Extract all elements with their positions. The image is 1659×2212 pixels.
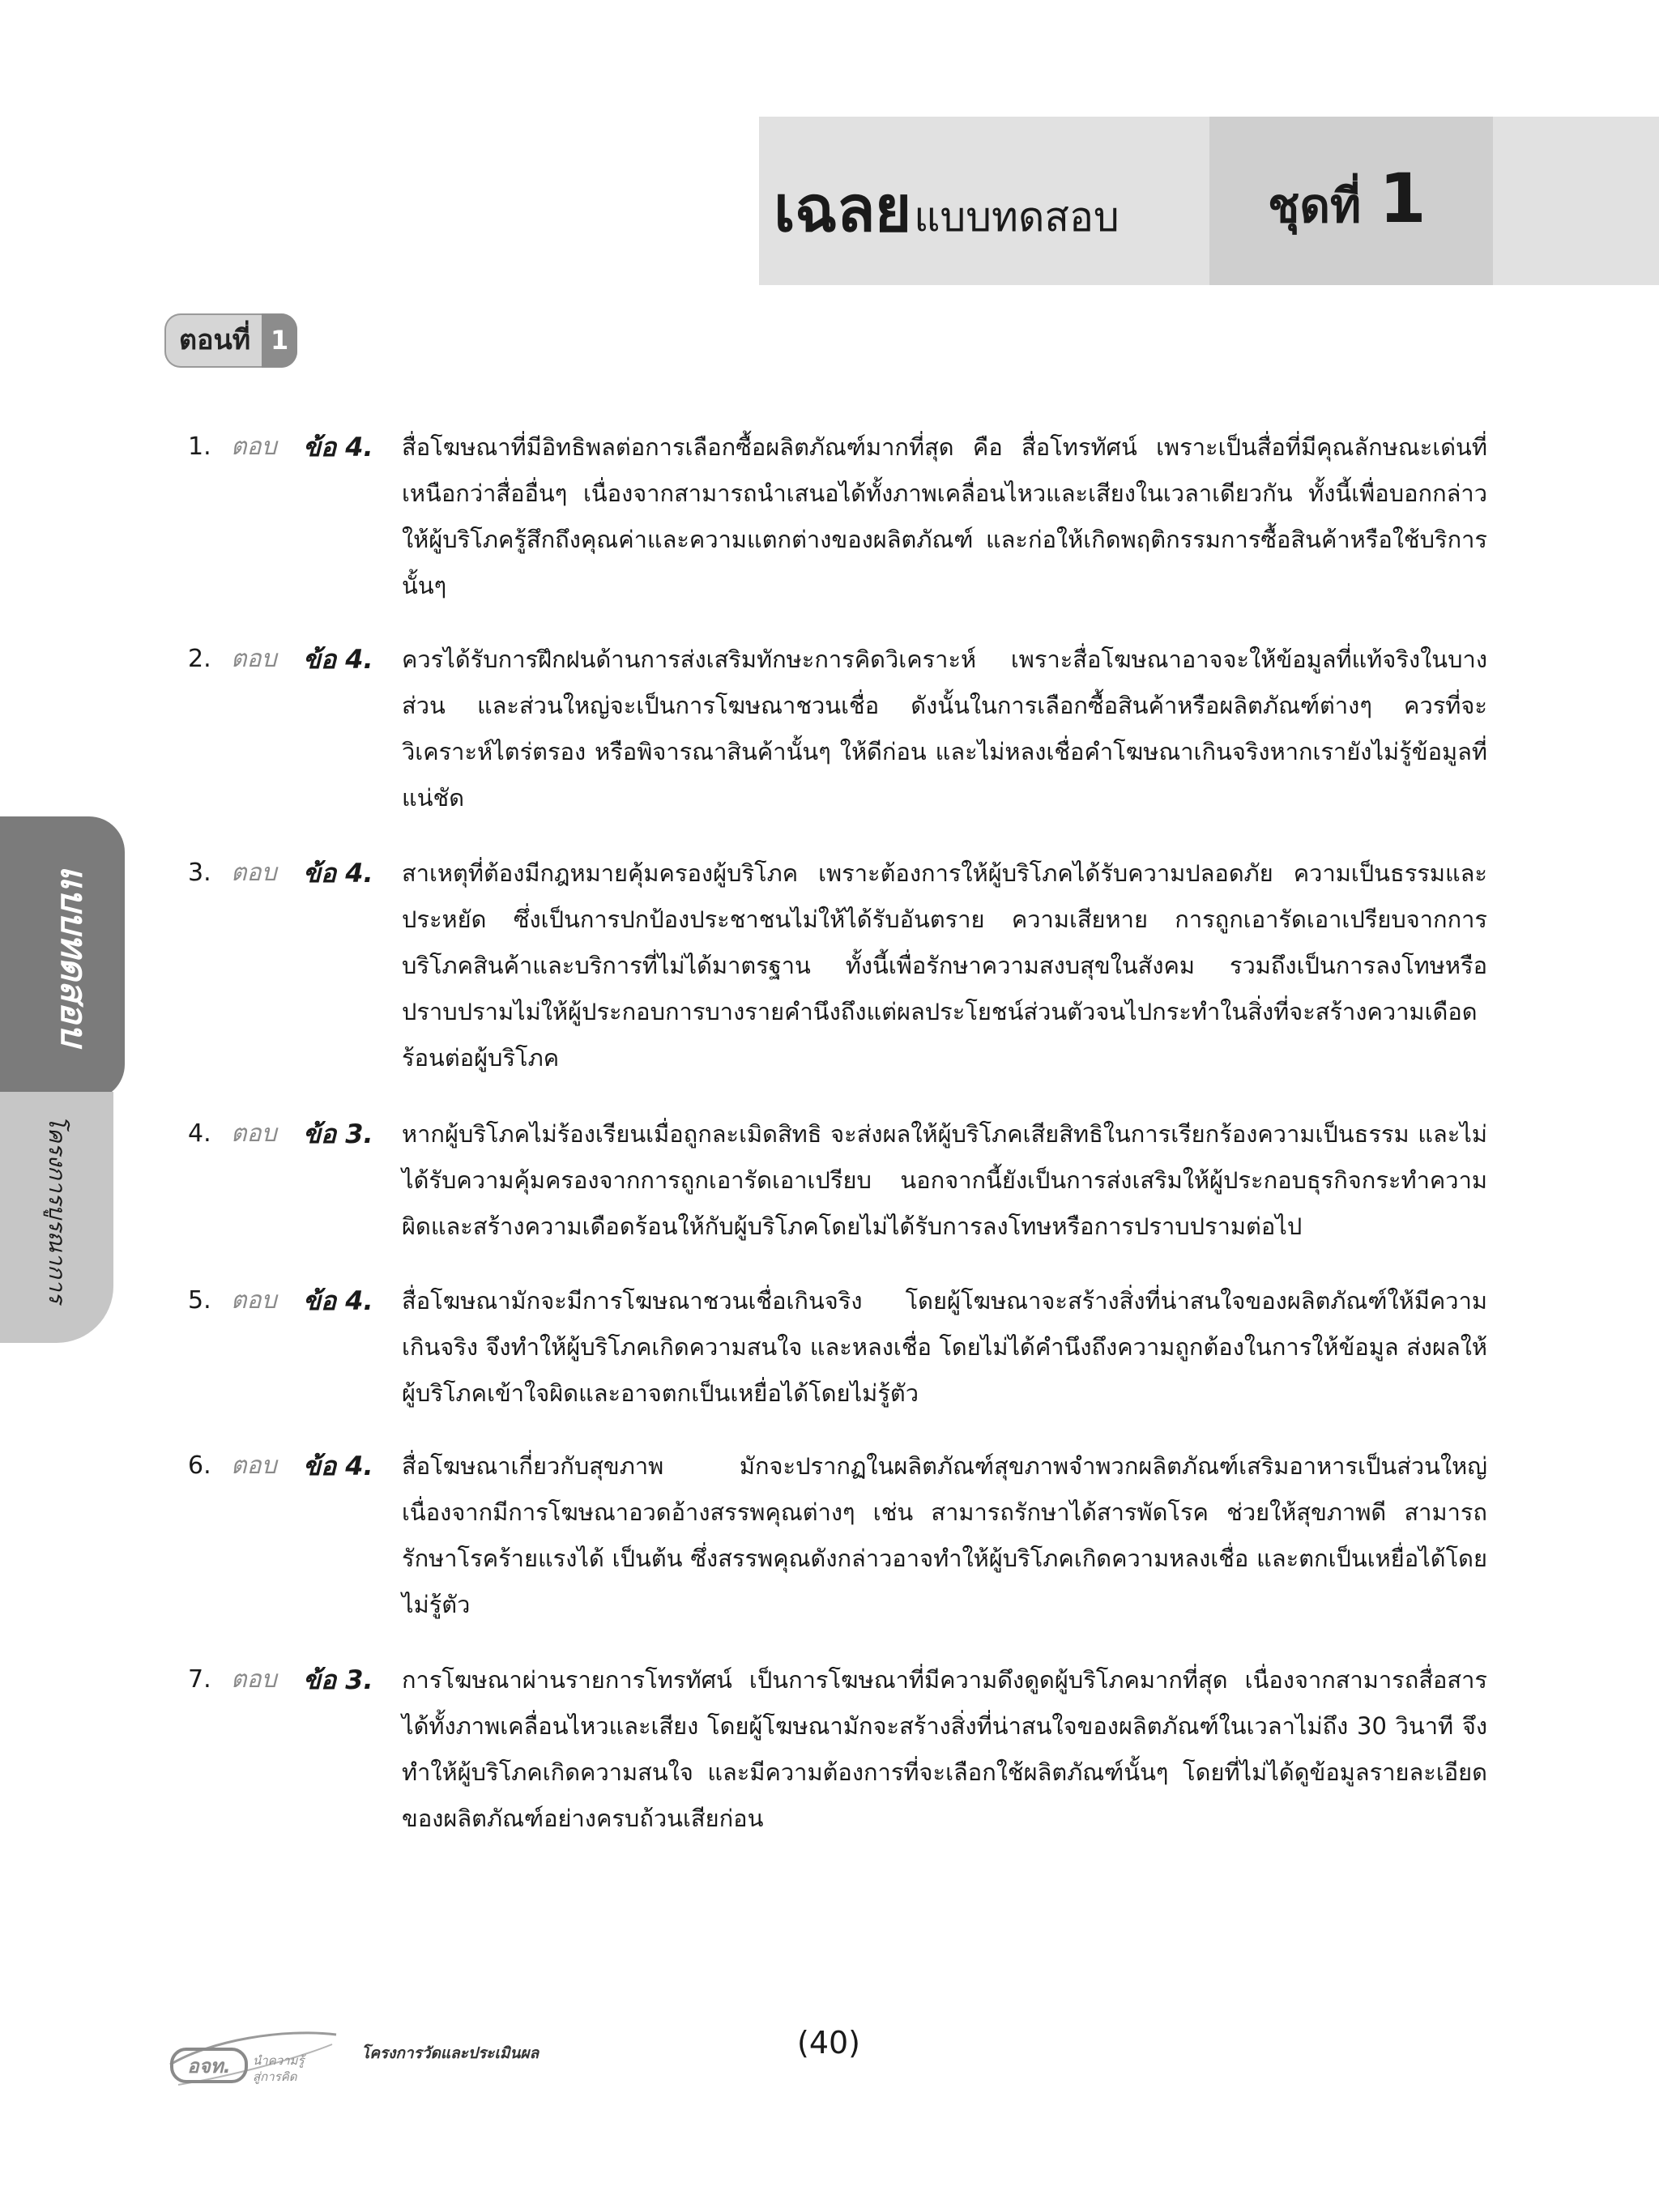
answer-explanation: สาเหตุที่ต้องมีกฎหมายคุ้มครองผู้บริโภค เพราะต้องการให้ผู้บริโภคได้รับความปลอดภัย ความเป็นธรรมและประหยัด ซึ่งเป็นการปกป้องประชาชนไม่ให้ได้รับอันตราย ความเสียหาย การถูกเอารัดเอาเปรียบจากการบริโภคสินค้าและบริการที่ไม่ได้มาตรฐาน ทั้งนี้เพื่อรักษาความสงบสุขในสังคม รวมถึงเป็นการลงโทษหรือปราบปรามไม่ให้ผู้ประกอบการบางรายคำนึงถึงแต่ผลประโยชน์ส่วนตัวจนไปกระทำในสิ่งที่จะสร้างความเดือดร้อนต่อผู้บริโภค [402,859,1487,1072]
answer-number: 1. [188,433,211,461]
answer-explanation: หากผู้บริโภคไม่ร้องเรียนเมื่อถูกละเมิดสิทธิ จะส่งผลให้ผู้บริโภคเสียสิทธิในการเรียกร้องความเป็นธรรม และไม่ได้รับความคุ้มครองจากการถูกเอารัดเอาเปรียบ นอกจากนี้ยังเป็นการส่งเสริมให้ผู้ประกอบธุรกิจกระทำความผิดและสร้างความเดือดร้อนให้กับผู้บริโภคโดยไม่ได้รับการลงโทษหรือการปราบปรามต่อไป [402,1120,1487,1240]
side-tab-primary-label: แบบทดสอบ [53,865,94,1046]
answer-explanation: สื่อโฆษณามักจะมีการโฆษณาชวนเชื่อเกินจริง โดยผู้โฆษณาจะสร้างสิ่งที่น่าสนใจของผลิตภัณฑ์ให้มีความเกินจริง จึงทำให้ผู้บริโภคเกิดความสนใจ และหลงเชื่อ โดยไม่ได้คำนึงถึงความถูกต้องในการให้ข้อมูล ส่งผลให้ผู้บริโภคเข้าใจผิดและอาจตกเป็นเหยื่อได้โดยไม่รู้ตัว [402,1287,1487,1407]
answer-choice: ข้อ 3. [303,1664,373,1695]
section-label: ตอนที่ [179,324,251,356]
footer-project-name: โครงการวัดและประเมินผล [361,2044,539,2062]
answer-word: ตอบ [231,645,277,673]
answer-number: 4. [188,1119,211,1148]
answer-choice: ข้อ 4. [303,644,373,675]
side-tab-secondary-label: โครงการบูรณาการ [44,1115,70,1304]
set-number: 1 [1379,159,1427,238]
answer-explanation: สื่อโฆษณาเกี่ยวกับสุขภาพ มักจะปรากฏในผลิตภัณฑ์สุขภาพจำพวกผลิตภัณฑ์เสริมอาหารเป็นส่วนใหญ่ เนื่องจากมีการโฆษณาอวดอ้างสรรพคุณต่างๆ เช่น สามารถรักษาได้สารพัดโรค ช่วยให้สุขภาพดี สามารถรักษาโรคร้ายแรงได้ เป็นต้น ซึ่งสรรพคุณดังกล่าวอาจทำให้ผู้บริโภคเกิดความหลงเชื่อ และตกเป็นเหยื่อได้โดยไม่รู้ตัว [402,1452,1487,1618]
logo-text: อจท. [187,2055,231,2078]
logo-tagline-1: นำความรู้ [253,2053,305,2068]
section-badge [164,313,297,368]
logo-tagline-2: สู่การคิด [253,2069,297,2084]
answer-number: 2. [188,645,211,673]
set-label: ชุดที่ [1268,178,1362,233]
answer-word: ตอบ [231,433,277,461]
answer-number: 3. [188,859,211,887]
answer-explanation: การโฆษณาผ่านรายการโทรทัศน์ เป็นการโฆษณาที่มีความดึงดูดผู้บริโภคมากที่สุด เนื่องจากสามารถสื่อสารได้ทั้งภาพเคลื่อนไหวและเสียง โดยผู้โฆษณามักจะสร้างสิ่งที่น่าสนใจของผลิตภัณฑ์ในเวลาไม่ถึง 30 วินาที จึงทำให้ผู้บริโภคเกิดความสนใจ และมีความต้องการที่จะเลือกใช้ผลิตภัณฑ์นั้นๆ โดยที่ไม่ได้ดูข้อมูลรายละเอียดของผลิตภัณฑ์อย่างครบถ้วนเสียก่อน [402,1666,1487,1832]
publisher-logo [162,2020,340,2093]
answer-choice: ข้อ 4. [303,432,373,462]
answer-choice: ข้อ 4. [303,858,373,889]
answer-word: ตอบ [231,1665,277,1694]
answer-number: 7. [188,1665,211,1694]
section-number: 1 [262,313,297,368]
answer-number: 5. [188,1286,211,1315]
answer-word: ตอบ [231,859,277,887]
answer-word: ตอบ [231,1286,277,1315]
answer-explanation: ควรได้รับการฝึกฝนด้านการส่งเสริมทักษะการคิดวิเคราะห์ เพราะสื่อโฆษณาอาจจะให้ข้อมูลที่แท้จริงในบางส่วน และส่วนใหญ่จะเป็นการโฆษณาชวนเชื่อ ดังนั้นในการเลือกซื้อสินค้าหรือผลิตภัณฑ์ต่างๆ ควรที่จะวิเคราะห์ไตร่ตรอง หรือพิจารณาสินค้านั้นๆ ให้ดีก่อน และไม่หลงเชื่อคำโฆษณาเกินจริงหากเรายังไม่รู้ข้อมูลที่แน่ชัด [402,646,1487,812]
set-indicator [1268,159,1427,240]
page-title [774,159,1120,246]
page-number: (40) [797,2025,861,2061]
answer-number: 6. [188,1451,211,1480]
page-title-strong: เฉลย [774,173,911,246]
page-title-light: แบบทดสอบ [914,194,1120,241]
answer-choice: ข้อ 4. [303,1451,373,1481]
answer-word: ตอบ [231,1451,277,1480]
answer-word: ตอบ [231,1119,277,1148]
answer-explanation: สื่อโฆษณาที่มีอิทธิพลต่อการเลือกซื้อผลิตภัณฑ์มากที่สุด คือ สื่อโทรทัศน์ เพราะเป็นสื่อที่มีคุณลักษณะเด่นที่เหนือกว่าสื่ออื่นๆ เนื่องจากสามารถนำเสนอได้ทั้งภาพเคลื่อนไหวและเสียงในเวลาเดียวกัน ทั้งนี้เพื่อบอกกล่าวให้ผู้บริโภครู้สึกถึงคุณค่าและความแตกต่างของผลิตภัณฑ์ และก่อให้เกิดพฤติกรรมการซื้อสินค้าหรือใช้บริการนั้นๆ [402,433,1487,599]
answer-choice: ข้อ 3. [303,1119,373,1149]
answer-choice: ข้อ 4. [303,1285,373,1316]
